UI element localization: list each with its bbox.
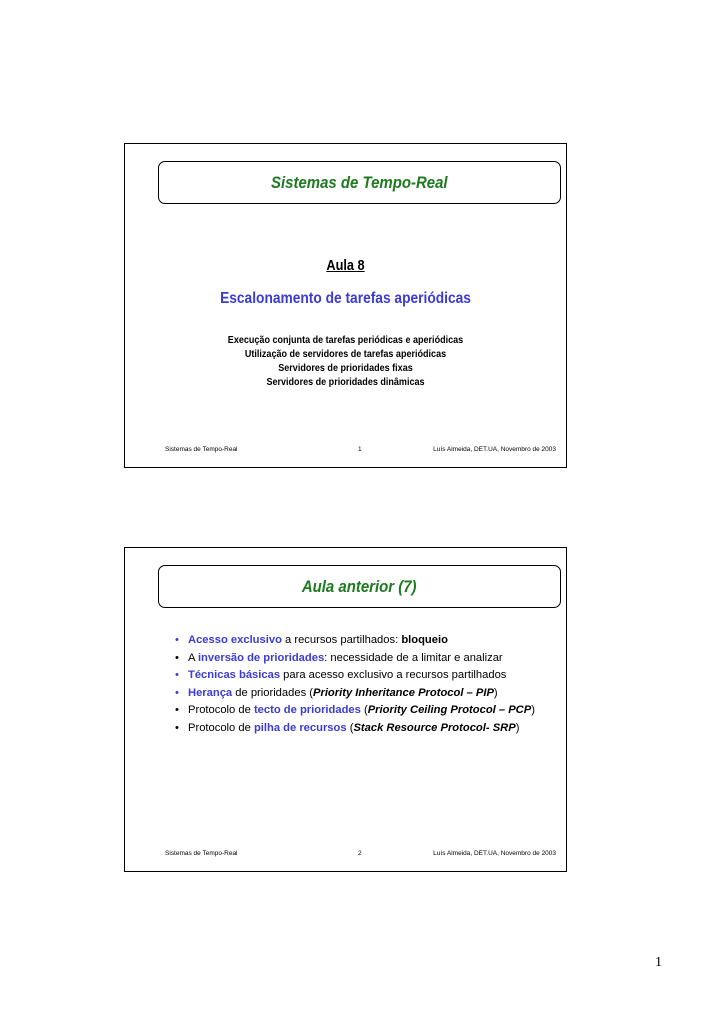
slide-footer [125,850,566,860]
slide-title-box [158,161,561,204]
slide-title-box [158,565,561,608]
slide-1 [124,143,567,468]
bullet-icon: • [175,721,179,734]
bullet-list [175,632,535,737]
page-number: 1 [655,955,662,970]
footer-course: Sistemas de Tempo-Real [165,850,238,857]
bullet-icon: • [175,651,179,664]
bullet-icon: • [175,634,179,646]
lecture-number: Aula 8 [326,257,365,274]
bullet-icon: • [175,686,179,699]
bullet-item: • A inversão de prioridades: necessidade de a limitar e analizar [175,650,535,668]
bullet-item: • Acesso exclusivo a recursos partilhados: bloqueio [175,632,535,650]
footer-slide-number: 2 [358,850,362,857]
topic-list [125,333,566,389]
bullet-item: • Protocolo de tecto de prioridades (Priority Ceiling Protocol – PCP) [175,702,535,720]
bullet-item: • Protocolo de pilha de recursos (Stack Resource Protocol- SRP) [175,720,535,738]
bullet-item: • Herança de prioridades (Priority Inheritance Protocol – PIP) [175,685,535,703]
lecture-subject: Escalonamento de tarefas aperiódicas [220,290,471,307]
topic-item: Execução conjunta de tarefas periódicas e aperiódicas [227,334,464,346]
topic-item: Servidores de prioridades fixas [278,362,413,374]
footer-author: Luís Almeida, DET.UA, Novembro de 2003 [433,850,556,857]
footer-slide-number: 1 [358,446,362,453]
slide-2 [124,547,567,872]
bullet-item: • Técnicas básicas para acesso exclusivo a recursos partilhados [175,667,535,685]
slide-title: Sistemas de Tempo-Real [271,172,448,192]
slide-title: Aula anterior (7) [302,576,417,596]
footer-author: Luís Almeida, DET.UA, Novembro de 2003 [433,446,556,453]
topic-item: Servidores de prioridades dinâmicas [266,376,425,388]
bullet-icon: • [175,704,179,716]
bullet-icon: • [175,669,179,681]
topic-item: Utilização de servidores de tarefas aperiódicas [244,348,447,360]
footer-course: Sistemas de Tempo-Real [165,446,238,453]
slide-footer [125,446,566,456]
